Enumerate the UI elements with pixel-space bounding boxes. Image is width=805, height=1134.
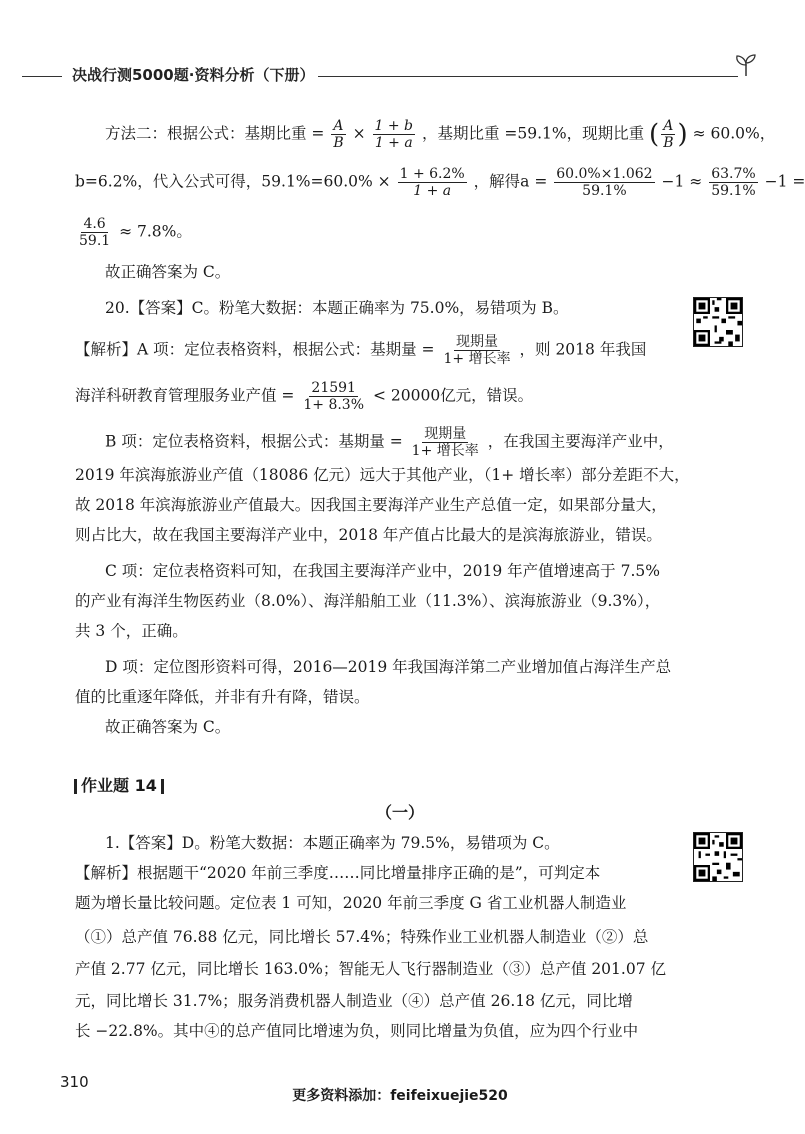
fraction-21591-over-183: $\frac{21591}{1+ 8.3\%}$ [303,380,365,413]
fraction-xianqi-over-zengzhang: $\frac{\text{现期量}}{\text{1+ 增长率}}$ [443,334,511,367]
fraction-a-over-b: $\frac{A}{B}$ [333,118,344,151]
q20-d-line1: D 项：定位图形资料可得，2016—2019 年我国海洋第二产业增加值占海洋生产总 [105,658,672,676]
fraction-a-over-b-2: $\frac{A}{B}$ [663,118,674,151]
qr-code-icon[interactable] [693,832,743,882]
q20-b-line3: 故 2018 年滨海旅游业产值最大。因我国主要海洋产业生产总值一定，如果部分量大， [75,496,667,514]
q20-final: 故正确答案为 C。 [105,718,231,736]
header-rule-right [318,76,738,77]
fraction-600x-over-591: $\frac{60.0\%\times 1.062}{59.1\%}$ [556,166,653,199]
q1-line4: （①）总产值 76.88 亿元，同比增长 57.4%；特殊作业工业机器人制造业（②）总 [75,928,649,946]
method2-line1: 方法二：根据公式：基期比重 = $\frac{A}{B}$ × $\frac{1 + b}{1 + a}$ ，基期比重 =59.1%，现期比重 ( $\frac{A}{B}$ ) ≈ 60.0%， [105,118,776,151]
fraction-637-over-591: $\frac{63.7\%}{59.1\%}$ [711,166,756,199]
q20-answer-line: 20.【答案】C。粉笔大数据：本题正确率为 75.0%，易错项为 B。 [105,299,569,317]
running-header-title: 决战行测5000题·资料分析（下册） [72,66,315,84]
method2-line2: b=6.2%，代入公式可得，59.1%=60.0% × $\frac{1 + 6.2\%}{1 + a}$ ，解得a = $\frac{60.0\%\times 1.062}{59.1\%}$ −1 ≈ $\frac{63.7\%}{59.1\%}$ −1 = [75,166,805,199]
q20-c-line2: 的产业有海洋生物医药业（8.0%）、海洋船舶工业（11.3%）、滨海旅游业（9.3%）， [75,592,661,610]
method2-lead: 方法二：根据公式：基期比重 = [105,124,330,143]
q1-line5: 产值 2.77 亿元，同比增长 163.0%；智能无人飞行器制造业（③）总产值 201.07 亿 [75,960,666,978]
q1-line7: 长 −22.8%。其中④的总产值同比增速为负，则同比增量为负值，应为四个行业中 [75,1022,639,1040]
page-number: 310 [60,1073,89,1091]
q20-a-line2: 海洋科研教育管理服务业产值 = $\frac{21591}{1+ 8.3\%}$ < 20000亿元，错误。 [75,380,534,413]
sprout-icon [733,52,759,78]
q20-c-line1: C 项：定位表格资料可知，在我国主要海洋产业中，2019 年产值增速高于 7.5% [105,562,660,580]
q20-b-line2: 2019 年滨海旅游业产值（18086 亿元）远大于其他产业，（1+ 增长率）部分差距不大， [75,466,690,484]
qr-code-icon[interactable] [693,297,743,347]
q1-line2: 【解析】根据题干“2020 年前三季度……同比增量排序正确的是”，可判定本 [75,864,601,882]
section-bar-left [74,779,77,794]
fraction-1b-over-1a: $\frac{1 + b}{1 + a}$ [374,118,414,151]
fraction-46-over-591: $\frac{4.6}{59.1}$ [79,216,111,249]
q20-c-line3: 共 3 个，正确。 [75,622,188,640]
section-subtitle: （一） [375,803,424,822]
q1-answer-line: 1.【答案】D。粉笔大数据：本题正确率为 79.5%，易错项为 C。 [105,834,560,852]
q20-a-line1: 【解析】A 项：定位表格资料，根据公式：基期量 = $\frac{\text{现期量}}{\text{1+ 增长率}}$ ，则 2018 年我国 [75,334,647,367]
answer-19-final: 故正确答案为 C。 [105,263,231,281]
header-rule-left [22,76,62,77]
q20-b-line4: 则占比大，故在我国主要海洋产业中，2018 年产值占比最大的是滨海旅游业，错误。 [75,526,662,544]
section-heading: 作业题 14 [70,773,168,796]
section-bar-right [161,779,164,794]
q20-d-line2: 值的比重逐年降低，并非有升有降，错误。 [75,688,370,706]
footer-watermark-text: 更多资料添加：feifeixuejie520 [292,1088,508,1104]
fraction-162-over-1a: $\frac{1 + 6.2\%}{1 + a}$ [399,166,465,199]
q1-line6: 元，同比增长 31.7%；服务消费机器人制造业（④）总产值 26.18 亿元，同比增 [75,992,633,1010]
fraction-xianqi-over-zengzhang-2: $\frac{\text{现期量}}{\text{1+ 增长率}}$ [411,426,479,459]
q20-b-line1: B 项：定位表格资料，根据公式：基期量 = $\frac{\text{现期量}}{\text{1+ 增长率}}$ ，在我国主要海洋产业中， [105,426,674,459]
q1-line3: 题为增长量比较问题。定位表 1 可知，2020 年前三季度 G 省工业机器人制造业 [75,894,627,912]
method2-line3: $\frac{4.6}{59.1}$ ≈ 7.8%。 [79,216,192,249]
